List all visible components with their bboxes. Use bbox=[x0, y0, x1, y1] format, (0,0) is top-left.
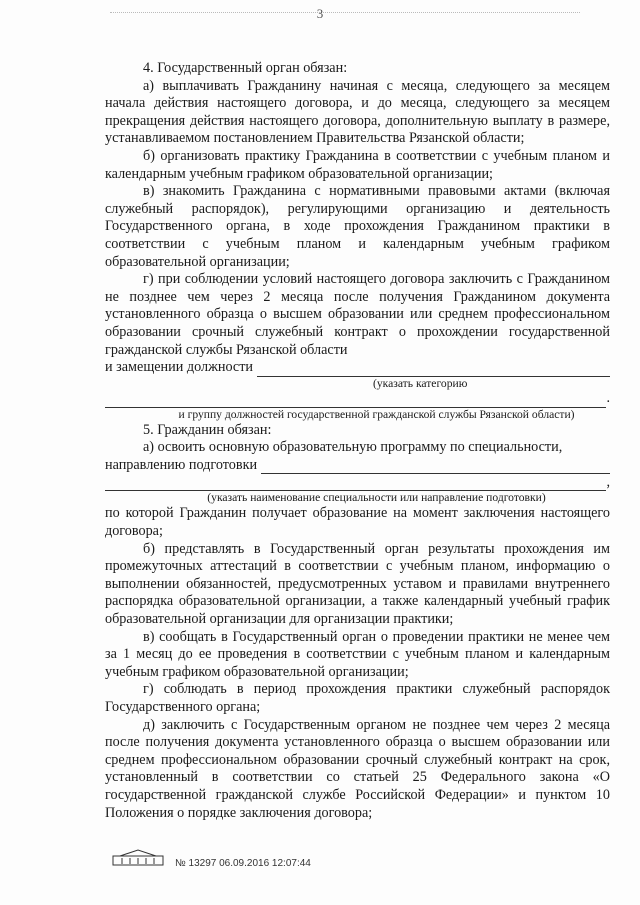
section-4-item-g: г) при соблюдении условий настоящего договора заключить с Гражданином не позднее чем через 2 месяца после получения Гражданином документа установленного образца о высшем образовании или среднем профессиональном образовании срочный служебный контракт о прохождении государственной гражданской службы Рязанской области bbox=[105, 271, 610, 358]
specialty-caption: (указать наименование специальности или направление подготовки) bbox=[207, 491, 546, 505]
section-5-title: 5. Гражданин обязан: bbox=[143, 421, 272, 438]
section-5-item-d: д) заключить с Государственным органом не позднее чем через 2 месяца после получения документа установленного образца о высшем образовании или среднем профессиональном образовании срочный служебный контракт на срок, установленный в соответствии со статьей 25 Федерального закона «О государственной гражданской службе Российской Федерации» и пунктом 10 Положения о порядке заключения договора; bbox=[105, 716, 610, 821]
section-4-title: 4. Государственный орган обязан: bbox=[143, 60, 348, 76]
specialty-line-end: , bbox=[606, 473, 610, 490]
section-5-item-b: б) представлять в Государственный орган результаты прохождения им промежуточных аттестаций в соответствии с учебным планом, информацию о выполнении обязанностей, предусмотренных уставом и правилами внутреннего распорядка образовательной организации, а также календарный учебный график образовательной организации для организации практики; bbox=[105, 540, 610, 628]
category-fill-line bbox=[105, 395, 606, 408]
specialty-fill-row-2 bbox=[105, 474, 610, 491]
category-caption: (указать категорию bbox=[373, 376, 468, 390]
document-body bbox=[105, 60, 610, 822]
section-5-item-v: в) сообщать в Государственный орган о проведении практики не менее чем за 1 месяц до ее проведения в соответствии с учебным планом и календарным учебным графиком образовательной организации; bbox=[105, 628, 610, 680]
document-registration-stamp: № 13297 06.09.2016 12:07:44 bbox=[175, 858, 311, 869]
section-4-item-v: в) знакомить Гражданина с нормативными правовыми актами (включая служебный распорядок), регулирующими организацию и деятельность Государственного органа, в ходе прохождения Гражданином практики в соответствии с учебным планом и календарным учебным графиком образовательной организации; bbox=[105, 183, 610, 270]
category-line-end: . bbox=[606, 390, 610, 407]
section-5-item-a-cont: по которой Гражданин получает образование на момент заключения настоящего договора; bbox=[105, 505, 610, 540]
section-4-item-b: б) организовать практику Гражданина в соответствии с учебным планом и календарным учебным графиком образовательной организации; bbox=[105, 147, 610, 182]
registry-stamp-icon bbox=[112, 848, 164, 866]
section-5-item-g: г) соблюдать в период прохождения практики служебный распорядок Государственного органа; bbox=[105, 681, 610, 715]
specialty-fill-label: направлению подготовки bbox=[105, 456, 258, 473]
category-fill-row bbox=[105, 391, 610, 408]
specialty-fill-line-2 bbox=[105, 478, 606, 491]
section-4-item-a: а) выплачивать Гражданину начиная с месяца, следующего за месяцем начала действия настоящего договора, и до месяца, следующего за месяцем прекращения действия настоящего договора, дополнительную выплату в размере, устанавливаемом постановлением Правительства Рязанской области; bbox=[105, 77, 610, 147]
position-fill-row bbox=[105, 359, 610, 377]
group-caption: и группу должностей государственной гражданской службы Рязанской области) bbox=[178, 407, 575, 421]
specialty-fill-row bbox=[105, 457, 610, 475]
position-fill-label: и замещении должности bbox=[105, 359, 253, 376]
page-number: 3 bbox=[316, 6, 324, 21]
section-5-item-a: а) освоить основную образовательную программу по специальности, bbox=[143, 439, 563, 456]
specialty-fill-line bbox=[261, 460, 610, 474]
position-fill-line bbox=[257, 363, 610, 377]
